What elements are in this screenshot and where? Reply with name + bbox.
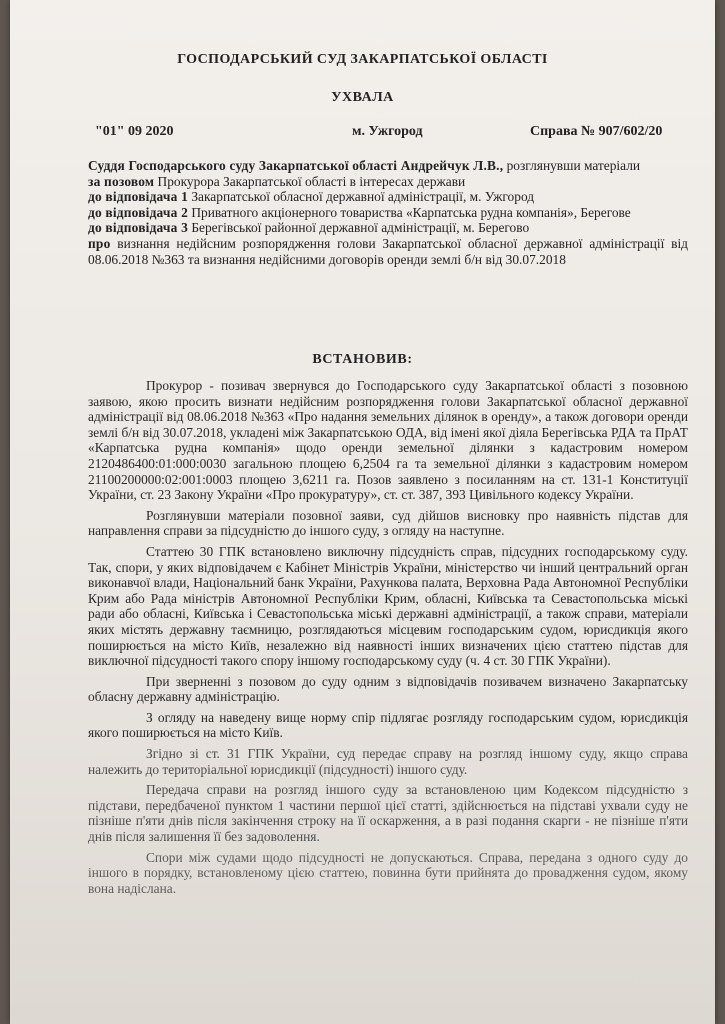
paragraph: Прокурор - позивач звернувся до Господарського суду Закарпатської області з позовною заявою, якою просить визнати недійсним розпорядження голови Закарпатської обласної державної адміністрації від 08.06.2018 №363 «Про надання земельних ділянок в оренду», а також договори оренди землі б/н від 30.07.2018, укладені між Закарпатською ОДА, від імені якої діяла Берегівська РДА та ПрАТ «Карпатська рудна компанія» щодо оренди земельної ділянки з кадастровим номером 2120486400:01:000:0030 загальною площею 6,2504 га та земельної ділянки з кадастровим номером 21100200000:02:001:0003 площею 3,6211 га. Позов заявлено з посиланням на ст. 131-1 Конституції України, ст. 23 Закону України «Про прокуратуру», ст. ст. 387, 393 Цивільного кодексу України. <box>88 378 688 503</box>
claim-text: Прокурора Закарпатської області в інтересах держави <box>154 173 466 189</box>
paragraph: З огляду на наведену вище норму спір підлягає розгляду господарським судом, юрисдикція якого поширюється на місто Київ. <box>88 709 688 741</box>
case-header <box>88 158 688 267</box>
paragraph: При зверненні з позовом до суду одним з відповідачів позивачем визначено Закарпатську обласну державну адміністрацію. <box>88 673 688 705</box>
subject-line <box>88 236 688 267</box>
paragraph: Розглянувши матеріали позовної заяви, суд дійшов висновку про наявність підстав для направлення справи за підсудністю до іншого суду, з огляду на наступне. <box>88 507 688 539</box>
document-city: м. Ужгород <box>352 124 423 139</box>
document-type: УХВАЛА <box>331 90 394 105</box>
section-heading: ВСТАНОВИВ: <box>312 352 413 367</box>
paragraph: Передача справи на розгляд іншого суду за встановленою цим Кодексом підсудністю з підстави, передбаченої пунктом 1 частини першої цієї статті, здійснюється на підставі ухвали суду не пізніше п'яти днів після закінчення строку на її оскарження, а в разі подання скарги - не пізніше п'яти днів після залишення її без задоволення. <box>88 782 688 845</box>
court-name: ГОСПОДАРСЬКИЙ СУД ЗАКАРПАТСЬКОЇ ОБЛАСТІ <box>177 52 548 67</box>
judge-label: Суддя Господарського суду Закарпатської області Андрейчук Л.В., <box>88 158 504 173</box>
defendant3-line <box>88 220 688 236</box>
defendant2-label: до відповідача 2 <box>88 204 188 220</box>
defendant1-line <box>88 189 688 205</box>
paragraph: Статтею 30 ГПК встановлено виключну підсудність справ, підсудних господарському суду. Так, спори, у яких відповідачем є Кабінет Міністрів України, міністерство чи інший центральний орган виконавчої влади, Національний банк України, Рахункова палата, Верховна Рада Автономної Республіки Крим або Рада міністрів Автономної Республіки Крим, обласні, Київська та Севастопольська міські ради або обласні, Київська і Севастопольська міські державні адміністрації, а також справи, матеріали яких містять державну таємницю, розглядаються місцевим господарським судом, юрисдикція якого поширюється на місто Київ, незалежно від наявності інших визначених цією статтею підстав для виключної підсудності такого спору іншому господарському суду (ч. 4 ст. 30 ГПК України). <box>88 543 688 669</box>
judge-line <box>88 158 688 174</box>
claim-line <box>88 174 688 190</box>
document-page <box>10 0 715 1024</box>
claim-label: за позовом <box>88 173 155 189</box>
defendant2-text: Приватного акціонерного товариства «Карпатська рудна компанія», Берегове <box>188 204 631 220</box>
case-number: Справа № 907/602/20 <box>530 124 663 139</box>
defendant1-text: Закарпатської обласної державної адміністрації, м. Ужгород <box>188 189 535 205</box>
paragraph: Згідно зі ст. 31 ГПК України, суд передає справу на розгляд іншому суду, якщо справа належить до територіальної юрисдикції (підсудності) іншого суду. <box>88 746 688 777</box>
defendant3-text: Берегівської районної державної адміністрації, м. Берегово <box>188 220 530 236</box>
defendant3-label: до відповідача 3 <box>88 220 188 236</box>
subject-text: визнання недійсним розпорядження голови Закарпатської обласної державної адміністрації від 08.06.2018 №363 та визнання недійсними договорів оренди землі б/н від 30.07.2018 <box>88 235 688 267</box>
paragraph: Спори між судами щодо підсудності не допускаються. Справа, передана з одного суду до іншого в порядку, встановленому цією статтею, повинна бути прийнята до провадження судом, якому вона надіслана. <box>88 849 688 896</box>
document-date: "01" 09 2020 <box>95 124 174 139</box>
defendant2-line <box>88 205 688 221</box>
defendant1-label: до відповідача 1 <box>88 189 188 205</box>
document-body <box>88 378 688 901</box>
subject-label: про <box>88 235 111 251</box>
judge-text: розглянувши матеріали <box>503 158 641 173</box>
